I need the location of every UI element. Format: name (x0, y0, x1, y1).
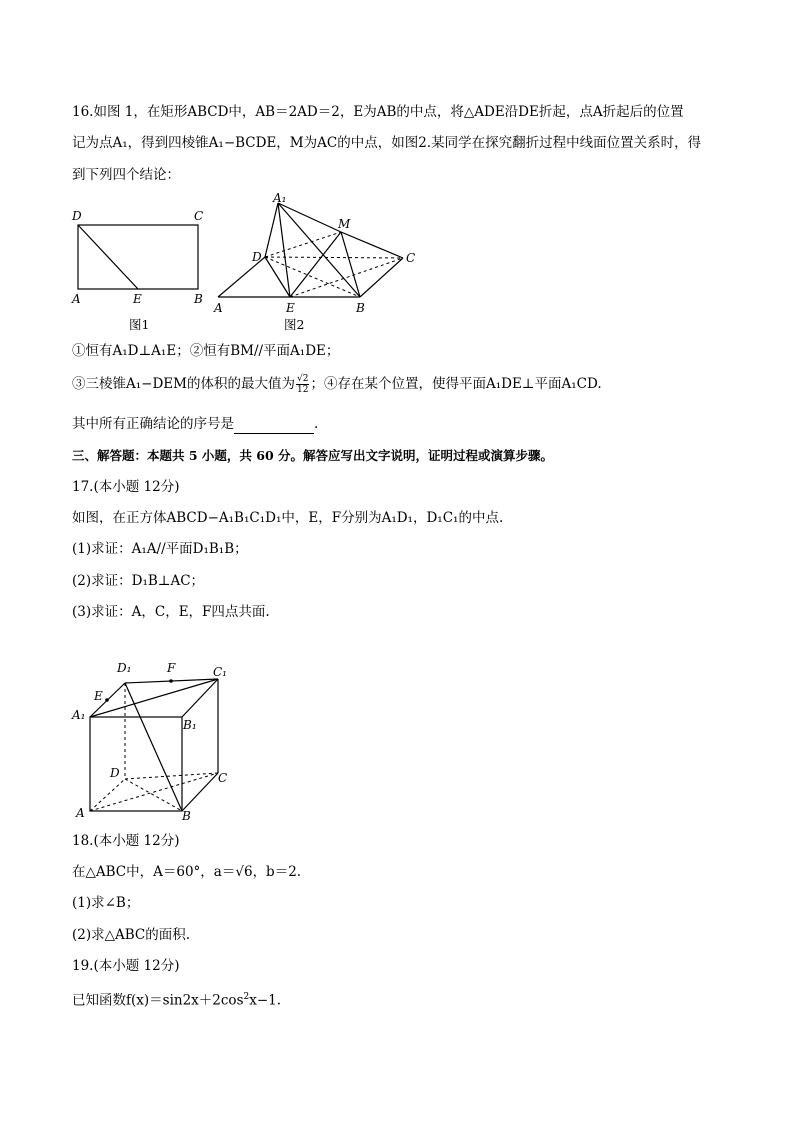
label-d: D (252, 250, 262, 264)
fraction-numerator: √2 (296, 374, 309, 384)
q16-ask-text: 其中所有正确结论的序号是 (72, 416, 234, 432)
label-d: D (110, 766, 120, 780)
label-d: D (72, 209, 82, 223)
q16-line-1: 16.如图 1，在矩形ABCD中，AB＝2AD＝2，E为AB的中点，将△ADE沿DE折起，点A折起后的位置 (72, 104, 684, 120)
label-b: B (356, 301, 365, 315)
label-a1: A₁ (72, 708, 86, 722)
q19-stem (72, 987, 281, 1011)
figure-1-caption: 图1 (129, 317, 150, 332)
label-a: A (214, 301, 223, 315)
fraction-denominator: 12 (296, 385, 309, 395)
sqrt-6: √6 (235, 864, 253, 880)
fraction-sqrt2-over-12 (296, 374, 309, 395)
q16-line-2: 记为点A₁，得到四棱锥A₁−BCDE，M为AC的中点，如图2.某同学在探究翻折过程中线面位置关系时，得 (72, 135, 702, 151)
label-e: E (94, 689, 103, 703)
figure-2-caption: 图2 (284, 317, 305, 332)
q18-part-2: (2)求△ABC的面积. (72, 927, 191, 943)
q17-part-3: (3)求证：A，C，E，F四点共面. (72, 604, 270, 620)
q18-stem-post: ，b＝2. (252, 864, 302, 880)
q18-stem-pre: 在△ABC中，A＝60°，a＝ (72, 864, 236, 880)
conclusion-3-text: ③三棱锥A₁−DEM的体积的最大值为 (72, 376, 295, 392)
section-3-heading: 三、解答题：本题共 5 小题，共 60 分。解答应写出文字说明，证明过程或演算步骤。 (72, 448, 554, 463)
q19-heading: 19.(本小题 12分) (72, 958, 180, 974)
q19-stem-post: x−1. (249, 992, 282, 1009)
figure-2-pyramid (210, 190, 425, 335)
label-c: C (406, 251, 416, 265)
segment-de (78, 225, 138, 289)
q18-stem (72, 862, 301, 882)
q17-part-1: (1)求证：A₁A//平面D₁B₁B； (72, 541, 248, 557)
q17-part-2: (2)求证：D₁B⊥AC； (72, 573, 205, 589)
figure-1-rectangle (68, 205, 218, 335)
label-c: C (218, 771, 228, 785)
q16-conclusions-3-4 (72, 374, 602, 395)
label-a1: A₁ (273, 191, 287, 205)
label-a: A (72, 292, 81, 306)
q19-stem-pre: 已知函数f(x)＝sin2x＋2cos (72, 992, 244, 1009)
answer-blank (234, 419, 314, 434)
q16-question (72, 414, 318, 434)
q16-line-3: 到下列四个结论： (72, 167, 180, 183)
label-b: B (194, 292, 203, 306)
label-a: A (76, 806, 85, 820)
rectangle-abcd (78, 225, 198, 289)
label-f: F (167, 661, 176, 675)
q16-conclusions-1-2: ①恒有A₁D⊥A₁E；②恒有BM//平面A₁DE； (72, 343, 340, 359)
q16-ask-end: . (314, 416, 319, 432)
label-b1: B₁ (183, 718, 197, 732)
label-c: C (194, 209, 204, 223)
q19-exponent: 2 (243, 992, 250, 1002)
label-e: E (286, 301, 295, 315)
label-e: E (133, 292, 142, 306)
label-m: M (338, 217, 351, 231)
label-b: B (182, 809, 191, 823)
label-c1: C₁ (213, 665, 227, 679)
conclusion-4-text: ；④存在某个位置，使得平面A₁DE⊥平面A₁CD. (310, 376, 602, 392)
q17-heading: 17.(本小题 12分) (72, 479, 180, 495)
q17-stem: 如图，在正方体ABCD−A₁B₁C₁D₁中，E，F分别为A₁D₁，D₁C₁的中点. (72, 510, 504, 526)
q18-part-1: (1)求∠B； (72, 895, 140, 911)
figure-cube (70, 655, 240, 825)
q18-heading: 18.(本小题 12分) (72, 833, 180, 849)
label-d1: D₁ (117, 661, 132, 675)
